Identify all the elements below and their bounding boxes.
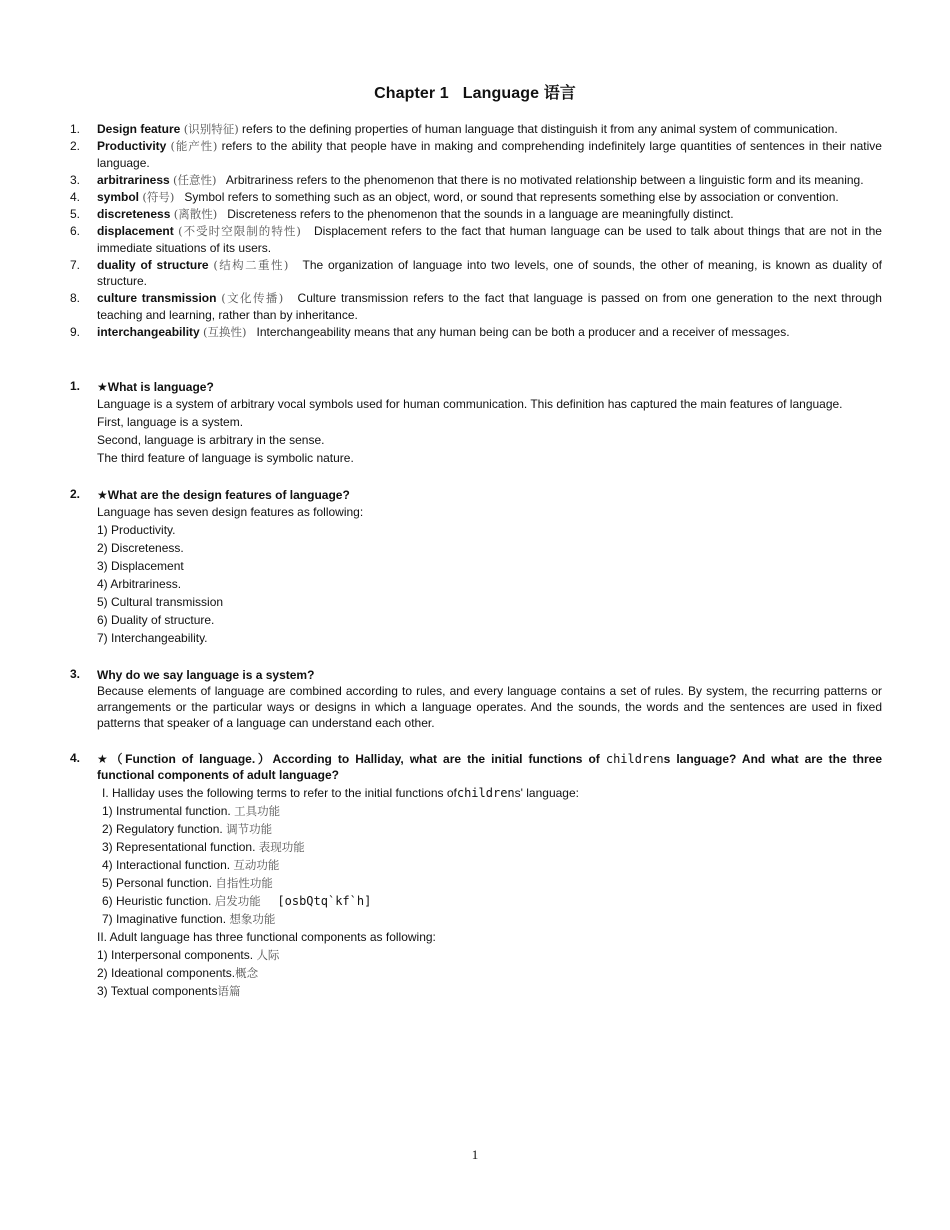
term-item: 3. arbitrariness (任意性) Arbitrariness refers to the phenomenon that there is no motivated relationship between a linguistic form and its meaning. — [70, 172, 864, 187]
question-2: 2. ★What are the design features of language? Language has seven design features as following: 1) Productivity. 2) Discreteness. 3) Displacement 4) Arbitrariness. 5) Cultural transmission 6) Duality of structure. 7) Interchangeability. — [70, 487, 882, 647]
term-definitions-list — [70, 121, 882, 341]
question-heading: ★（Function of language.）According to Halliday, what are the initial functions of childrens language? And what are the three functional components of adult language? — [97, 752, 883, 782]
term-label: interchangeability — [97, 325, 200, 340]
term-item: 1. Design feature (识别特征) refers to the defining properties of human language that distinguish it from any animal system of communication. — [70, 122, 838, 136]
term-label: culture transmission — [97, 291, 217, 306]
function-item: 7) Imaginative function. 想象功能 — [102, 912, 276, 926]
chapter-title — [0, 80, 950, 103]
answer: Language has seven design features as following: 1) Productivity. 2) Discreteness. 3) Displacement 4) Arbitrariness. 5) Cultural transmission 6) Duality of structure. 7) Interchangeability. — [97, 505, 364, 645]
term-label: Productivity — [97, 138, 167, 153]
chapter-number: Chapter 1 — [374, 85, 449, 102]
term-label: duality of structure — [97, 257, 209, 272]
component-item: 1) Interpersonal components. 人际 — [97, 948, 280, 962]
star-icon: ★ — [97, 488, 108, 502]
term-label: Design feature — [97, 122, 181, 136]
chapter-name: Language — [462, 85, 540, 102]
question-heading: Why do we say language is a system? — [97, 668, 315, 682]
question-3: 3. Why do we say language is a system? Because elements of language are combined according to rules, and every language contains a set of rules. By system, the recurring patterns or arrangements or the particular ways or designs in which a language operates. And the sounds, the words and the sentences are used in fixed patterns that speaker of a language can understand each other. — [70, 667, 882, 730]
functions-intro: I. Halliday uses the following terms to refer to the initial functions ofchildrens' language: — [102, 786, 579, 800]
adult-components: II. Adult language has three functional components as following: 1) Interpersonal components. 人际 2) Ideational components.概念 3) Textual components语篇 — [97, 928, 882, 1000]
function-item: 1) Instrumental function. 工具功能 — [102, 804, 281, 818]
term-label: displacement — [97, 223, 174, 238]
question-heading: ★What is language? — [97, 380, 214, 394]
function-item: 3) Representational function. 表现功能 — [102, 840, 305, 854]
question-4: 4. ★（Function of language.）According to Halliday, what are the initial functions of childrens language? And what are the three functional components of adult language? I. Halliday uses the following terms to refer to the initial functions ofchildrens' language: 1) Instrumental function. 工具功能 2) Regulatory function. 调节功能 3) Representational function. 表现功能 4) Interactional function. 互动功能 5) Personal function. 自指性功能 6) Heuristic function. 启发功能 [osbQtq`kf`h] 7) Imaginative function. 想象功能 II. Adult language has three functional components as following: 1) Interpersonal components. 人际 2) Ideational components.概念 3) Textual components语篇 — [70, 751, 883, 998]
term-label: arbitrariness — [97, 172, 170, 187]
answer: Language is a system of arbitrary vocal symbols used for human communication. This definition has captured the main features of language. First, language is a system. Second, language is arbitrary in the sense. The third feature of language is symbolic nature. — [97, 397, 843, 465]
term-label: symbol — [97, 189, 140, 204]
answer: Because elements of language are combined according to rules, and every language contains a set of rules. By system, the recurring patterns or arrangements or the particular ways or designs in which a language operates. And the sounds, the words and the sentences are used in fixed patterns that speaker of a language can understand each other. — [97, 684, 882, 730]
function-item: 5) Personal function. 自指性功能 — [102, 876, 273, 890]
term-label: discreteness — [97, 206, 171, 221]
term-item: 7. duality of structure (结构二重性) The organization of language into two levels, one of sounds, the other of meaning, is known as duality of structure. — [70, 257, 882, 289]
term-item: 6. displacement (不受时空限制的特性) Displacement refers to the fact that human language can be used to talk about things that are not in the immediate situations of its users. — [70, 223, 882, 255]
function-item: 2) Regulatory function. 调节功能 — [102, 822, 273, 836]
component-item: 2) Ideational components.概念 — [97, 966, 259, 980]
answer — [102, 784, 882, 928]
term-item: 9. interchangeability (互换性) Interchangeability means that any human being can be both a producer and a receiver of messages. — [70, 325, 790, 340]
page-number: 1 — [471, 1147, 479, 1162]
star-icon: ★ — [97, 752, 111, 766]
star-icon: ★ — [97, 380, 108, 394]
question-heading: ★What are the design features of language? — [97, 488, 350, 502]
function-item: 6) Heuristic function. 启发功能 [osbQtq`kf`h] — [102, 894, 372, 908]
term-item: 5. discreteness (离散性) Discreteness refers to the phenomenon that the sounds in a language are meaningfully distinct. — [70, 206, 734, 221]
question-1: 1. ★What is language? Language is a system of arbitrary vocal symbols used for human communication. This definition has captured the main features of language. First, language is a system. Second, language is arbitrary in the sense. The third feature of language is symbolic nature. — [70, 379, 882, 467]
function-item: 4) Interactional function. 互动功能 — [102, 858, 280, 872]
term-item: 2. Productivity (能产性) refers to the ability that people have in making and comprehending indefinitely large quantities of sentences in their native language. — [70, 138, 882, 170]
term-item: 4. symbol (符号) Symbol refers to something such as an object, word, or sound that represents something else by association or convention. — [70, 189, 839, 204]
term-item: 8. culture transmission (文化传播) Culture transmission refers to the fact that language is passed on from one generation to the next through teaching and learning, rather than by inheritance. — [70, 291, 882, 323]
chapter-name-zh: 语言 — [543, 83, 576, 102]
component-item: 3) Textual components语篇 — [97, 984, 241, 998]
